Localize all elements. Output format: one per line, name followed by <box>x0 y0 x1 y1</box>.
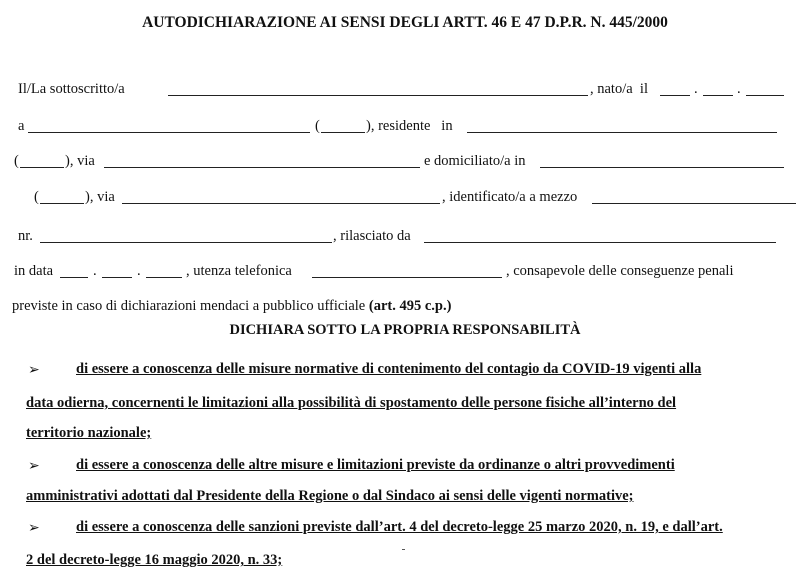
date-separator: . <box>93 263 97 279</box>
date-separator: . <box>737 81 741 97</box>
document-title: AUTODICHIARAZIONE AI SENSI DEGLI ARTT. 46 E 47 D.P.R. N. 445/2000 <box>142 14 668 31</box>
declaration-1-line-2: data odierna, concernenti le limitazioni alla possibilità di spostamento delle persone fisiche all’interno del <box>26 395 677 411</box>
nascita-anno-field[interactable] <box>746 95 784 96</box>
previste-label <box>12 297 451 315</box>
in-data-label: in data <box>14 263 54 279</box>
prov-residenza-field[interactable] <box>20 167 64 168</box>
documento-field[interactable] <box>592 203 796 204</box>
via-label: ), via <box>65 153 95 169</box>
declaration-2-line-2: amministrativi adottati dal Presidente della Regione o dal Sindaco ai sensi delle vigenti normative; <box>26 488 634 504</box>
dichiara-heading: DICHIARA SOTTO LA PROPRIA RESPONSABILITÀ <box>229 322 581 338</box>
declaration-2-line-1: di essere a conoscenza delle altre misure e limitazioni previste da ordinanze o altri provvedimenti <box>76 457 675 473</box>
data-rilascio-giorno-field[interactable] <box>60 277 88 278</box>
numero-documento-field[interactable] <box>40 242 332 243</box>
utenza-label: , utenza telefonica <box>186 263 292 279</box>
nascita-mese-field[interactable] <box>703 95 733 96</box>
prov-domicilio-field[interactable] <box>40 203 84 204</box>
domicilio-field[interactable] <box>540 167 784 168</box>
nr-label: nr. <box>18 228 33 244</box>
declaration-3-line-1: di essere a conoscenza delle sanzioni previste dall’art. 4 del decreto-legge 25 marzo 2020, n. 19, e dall’art. <box>76 519 723 535</box>
nome-field[interactable] <box>168 95 588 96</box>
prov-open: ( <box>34 189 39 205</box>
via-label: ), via <box>85 189 115 205</box>
data-rilascio-mese-field[interactable] <box>102 277 132 278</box>
via-domicilio-field[interactable] <box>122 203 440 204</box>
data-rilascio-anno-field[interactable] <box>146 277 182 278</box>
domicilio-label: e domiciliato/a in <box>424 153 526 169</box>
nato-label: , nato/a il <box>590 81 648 97</box>
arrow-bullet-icon: ➢ <box>28 521 40 536</box>
stray-mark <box>402 549 405 550</box>
prov-nascita-field[interactable] <box>321 132 365 133</box>
previste-text: previste in caso di dichiarazioni mendaci a pubblico ufficiale <box>12 298 366 314</box>
a-label: a <box>18 118 25 134</box>
consapevole-label: , consapevole delle conseguenze penali <box>506 263 734 279</box>
rilasciato-field[interactable] <box>424 242 776 243</box>
rilasciato-label: , rilasciato da <box>333 228 411 244</box>
arrow-bullet-icon: ➢ <box>28 459 40 474</box>
luogo-nascita-field[interactable] <box>28 132 310 133</box>
prov-open: ( <box>14 153 19 169</box>
telefono-field[interactable] <box>312 277 502 278</box>
residenza-field[interactable] <box>467 132 777 133</box>
arrow-bullet-icon: ➢ <box>28 363 40 378</box>
date-separator: . <box>137 263 141 279</box>
date-separator: . <box>694 81 698 97</box>
art-reference: (art. 495 c.p.) <box>368 298 452 314</box>
identificato-label: , identificato/a a mezzo <box>442 189 578 205</box>
declaration-1-line-3: territorio nazionale; <box>26 425 152 441</box>
residente-label: ), residente in <box>366 118 453 134</box>
prov-open: ( <box>315 118 320 134</box>
sottoscritto-label: Il/La sottoscritto/a <box>18 81 125 97</box>
via-residenza-field[interactable] <box>104 167 420 168</box>
nascita-giorno-field[interactable] <box>660 95 690 96</box>
declaration-3-line-2: 2 del decreto-legge 16 maggio 2020, n. 33; <box>26 552 283 568</box>
declaration-1-line-1: di essere a conoscenza delle misure normative di contenimento del contagio da COVID-19 vigenti alla <box>76 361 702 377</box>
